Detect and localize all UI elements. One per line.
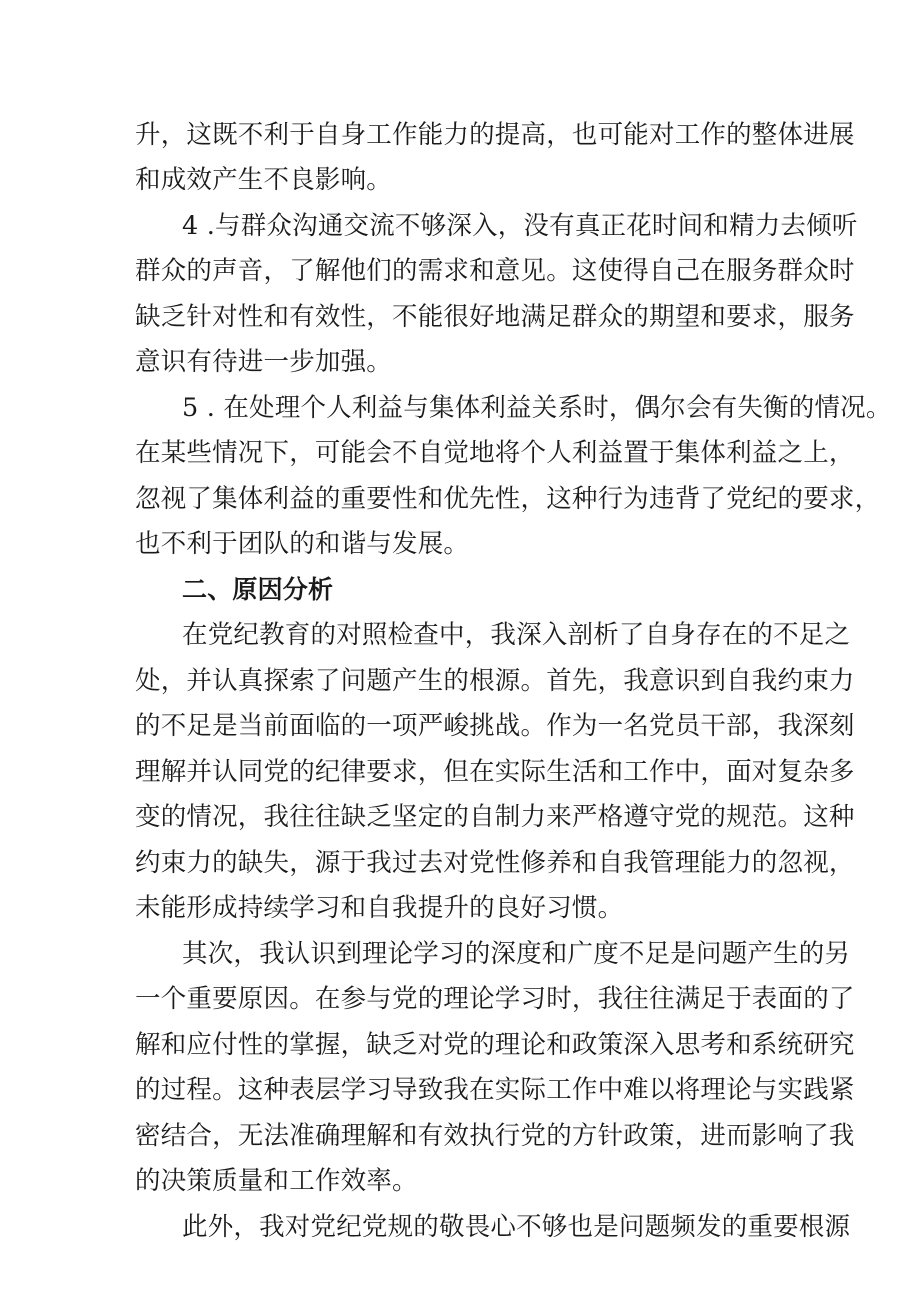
text-line: 忽视了集体利益的重要性和优先性，这种行为违背了党纪的要求， <box>135 484 881 514</box>
text-line: 一个重要原因。在参与党的理论学习时，我往往满足于表面的了 <box>135 984 855 1014</box>
text-line: 密结合，无法准确理解和有效执行党的方针政策，进而影响了我 <box>135 1121 855 1151</box>
text-line: 的决策质量和工作效率。 <box>135 1166 418 1196</box>
text-line: 未能形成持续学习和自我提升的良好习惯。 <box>135 893 624 923</box>
text-line: 群众的声音，了解他们的需求和意见。这使得自己在服务群众时 <box>135 256 855 286</box>
text-line: 解和应付性的掌握，缺乏对党的理论和政策深入思考和系统研究 <box>135 1030 855 1060</box>
text-line: 和成效产生不良影响。 <box>135 165 393 195</box>
text-line: 缺乏针对性和有效性，不能很好地满足群众的期望和要求，服务 <box>135 302 855 332</box>
text-line: 的不足是当前面临的一项严峻挑战。作为一名党员干部，我深刻 <box>135 711 855 741</box>
paragraph-start: 其次，我认识到理论学习的深度和广度不足是问题产生的另 <box>182 939 851 969</box>
text-line: 意识有待进一步加强。 <box>135 347 393 377</box>
text-line: 在某些情况下，可能会不自觉地将个人利益置于集体利益之上， <box>135 438 855 468</box>
paragraph-start: 在党纪教育的对照检查中，我深入剖析了自身存在的不足之 <box>182 620 851 650</box>
list-item-4: 4 .与群众沟通交流不够深入，没有真正花时间和精力去倾听 <box>182 211 858 241</box>
text-line: 变的情况，我往往缺乏坚定的自制力来严格遵守党的规范。这种 <box>135 802 855 832</box>
text-line: 也不利于团队的和谐与发展。 <box>135 529 470 559</box>
text-line: 约束力的缺失，源于我过去对党性修养和自我管理能力的忽视， <box>135 848 855 878</box>
text-line: 升，这既不利于自身工作能力的提高，也可能对工作的整体进展 <box>135 120 855 150</box>
section-heading: 二、原因分析 <box>182 575 334 604</box>
paragraph-start: 此外，我对党纪党规的敬畏心不够也是问题频发的重要根源 <box>182 1212 851 1242</box>
text-line: 的过程。这种表层学习导致我在实际工作中难以将理论与实践紧 <box>135 1075 855 1105</box>
text-line: 理解并认同党的纪律要求，但在实际生活和工作中，面对复杂多 <box>135 757 855 787</box>
text-line: 处，并认真探索了问题产生的根源。首先，我意识到自我约束力 <box>135 666 855 696</box>
list-item-5: 5 . 在处理个人利益与集体利益关系时，偶尔会有失衡的情况。 <box>182 393 892 423</box>
